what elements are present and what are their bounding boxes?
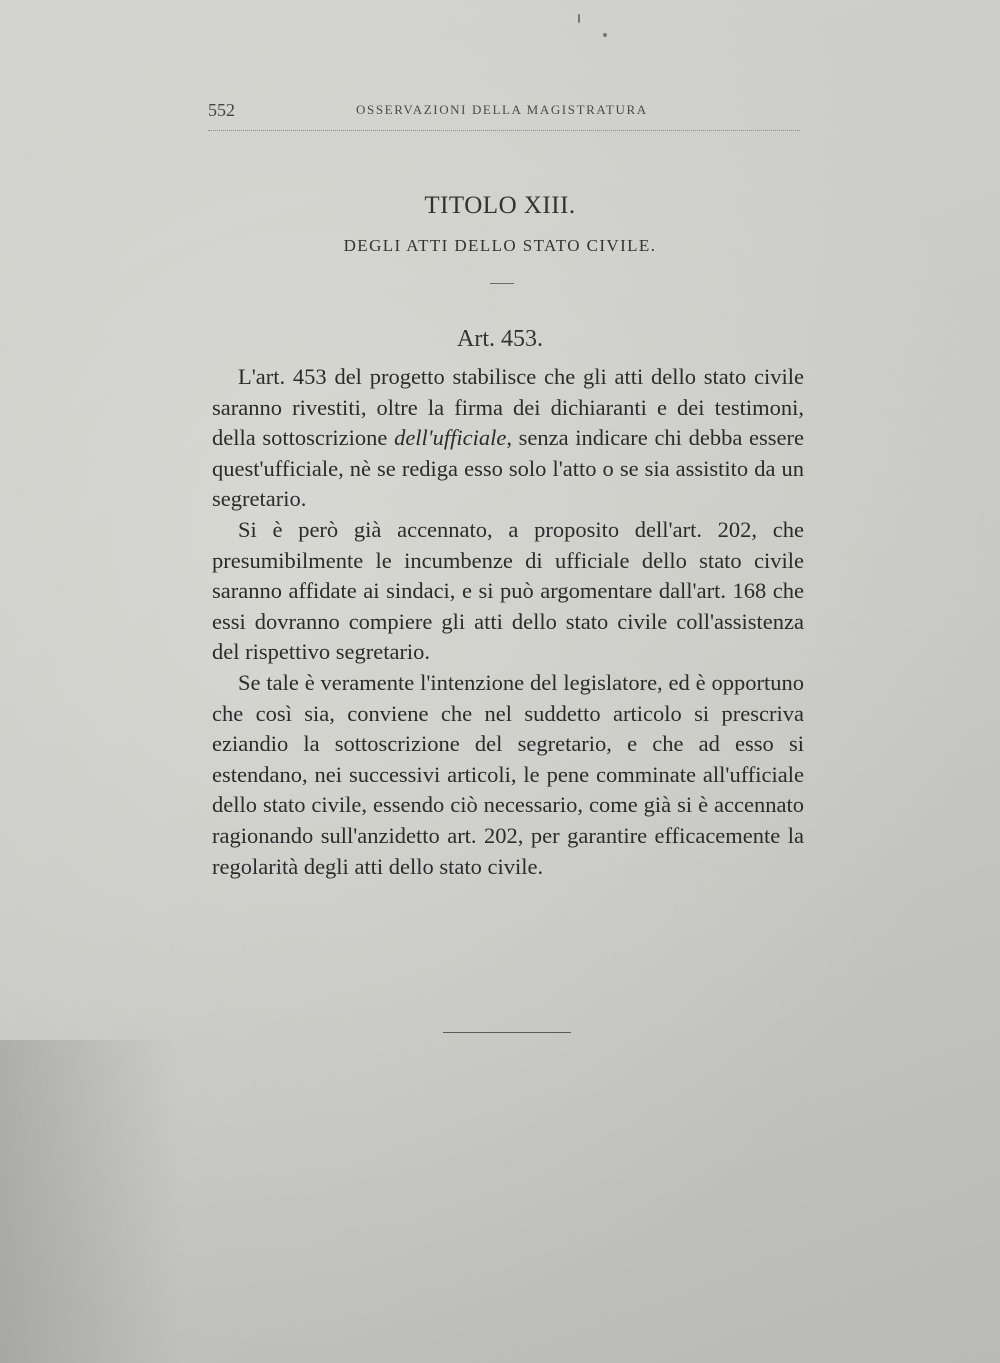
paragraph-1-text-b: , senza indicare chi debba essere quest'ufficiale, nè se rediga esso solo l'atto o se sia assistito da un segretario. bbox=[212, 425, 804, 512]
running-title: OSSERVAZIONI DELLA MAGISTRATURA bbox=[356, 102, 648, 117]
page-number: 552 bbox=[208, 100, 235, 120]
paragraph-2: Si è però già accennato, a proposito dell'art. 202, che presumibilmente le incumbenze di ufficiale dello stato civile saranno affidate ai sindaci, e si può argomentare dall'art. 168 che essi dovranno compiere gli atti dello stato civile coll'assistenza del rispettivo segretario. bbox=[212, 516, 804, 665]
section-title: TITOLO XIII. bbox=[424, 192, 576, 219]
paragraph-3: Se tale è veramente l'intenzione del legislatore, ed è opportuno che così sia, conviene che nel suddetto articolo si prescriva eziandio la sottoscrizione del segretario, e che ad esso si estendano, nei successivi articoli, le pene comminate all'ufficiale dello stato civile, essendo ciò necessario, come già si è accennato ragionando sull'anzidetto art. 202, per garantire efficacemente la regolarità degli atti dello stato civile. bbox=[212, 669, 804, 879]
section-subtitle: DEGLI ATTI DELLO STATO CIVILE. bbox=[343, 236, 657, 255]
title-divider bbox=[490, 283, 514, 284]
running-head bbox=[208, 100, 800, 131]
page-shadow bbox=[0, 1040, 180, 1363]
ink-speck bbox=[578, 14, 580, 23]
article-body bbox=[212, 362, 804, 882]
end-divider bbox=[443, 1032, 571, 1033]
ink-speck bbox=[603, 33, 607, 37]
article-heading: Art. 453. bbox=[457, 326, 543, 352]
paragraph-1-italic: dell'ufficiale bbox=[394, 425, 507, 451]
paragraph-1 bbox=[212, 362, 804, 515]
paragraph-1-text-a: L'art. 453 del progetto stabilisce che gli atti dello stato civile saranno rivestiti, oltre la firma dei dichiaranti e dei testimoni, della sottoscrizione bbox=[212, 364, 804, 451]
